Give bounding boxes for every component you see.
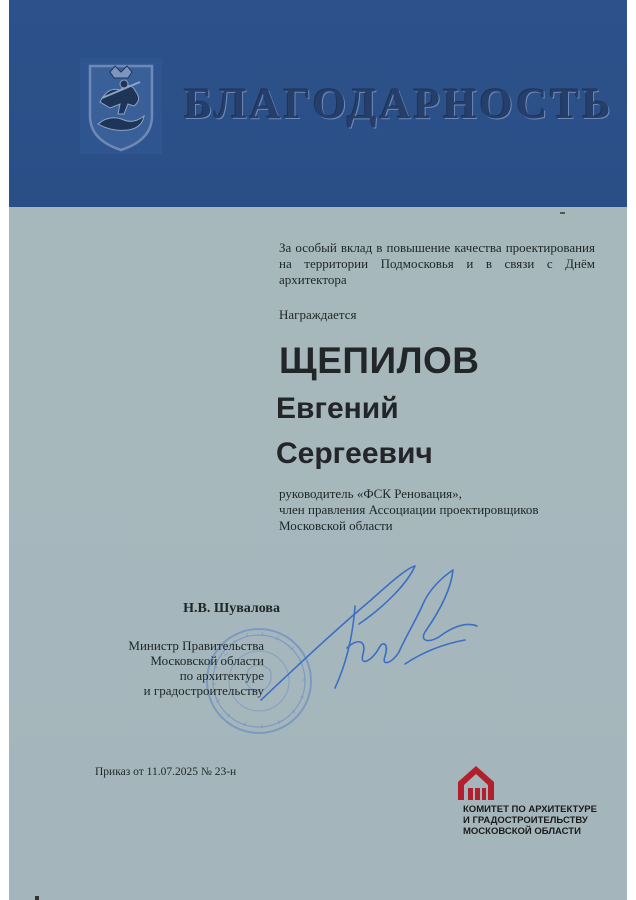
- signer-title: [70, 638, 264, 698]
- signer-title-line: по архитектуре: [179, 668, 264, 683]
- moscow-region-coat-of-arms-icon: [80, 58, 162, 154]
- committee-name: [463, 804, 597, 837]
- awarded-label: Награждается: [279, 307, 357, 322]
- intro-text: За особый вклад в повышение качества проектирования на территории Подмосковья и в связи с Днём архитектора: [279, 240, 595, 287]
- recipient-patronymic: Сергеевич: [276, 437, 433, 470]
- order-reference: Приказ от 11.07.2025 № 23-н: [95, 766, 237, 778]
- committee-line: И ГРАДОСТРОИТЕЛЬСТВУ: [463, 815, 588, 826]
- signer-title-line: Министр Правительства: [128, 638, 264, 653]
- recipient-first-name: Евгений: [276, 392, 399, 425]
- committee-line: МОСКОВСКОЙ ОБЛАСТИ: [463, 826, 581, 837]
- recipient-position: [279, 486, 599, 534]
- signer-title-line: Московской области: [150, 653, 264, 668]
- signer-name: Н.В. Шувалова: [183, 601, 280, 616]
- scan-speck: [560, 212, 565, 214]
- position-line: член правления Ассоциации проектировщиков: [279, 502, 539, 517]
- position-line: Московской области: [279, 518, 393, 533]
- document-title: БЛАГОДАРНОСТЬ: [184, 81, 614, 128]
- scan-speck: [35, 896, 39, 900]
- committee-house-logo-icon: [452, 760, 498, 806]
- position-line: руководитель «ФСК Реновация»,: [279, 486, 462, 501]
- recipient-surname: ЩЕПИЛОВ: [279, 340, 480, 381]
- signer-title-line: и градостроительству: [143, 683, 264, 698]
- committee-line: КОМИТЕТ ПО АРХИТЕКТУРЕ: [463, 804, 597, 815]
- handwritten-signature: [255, 560, 480, 705]
